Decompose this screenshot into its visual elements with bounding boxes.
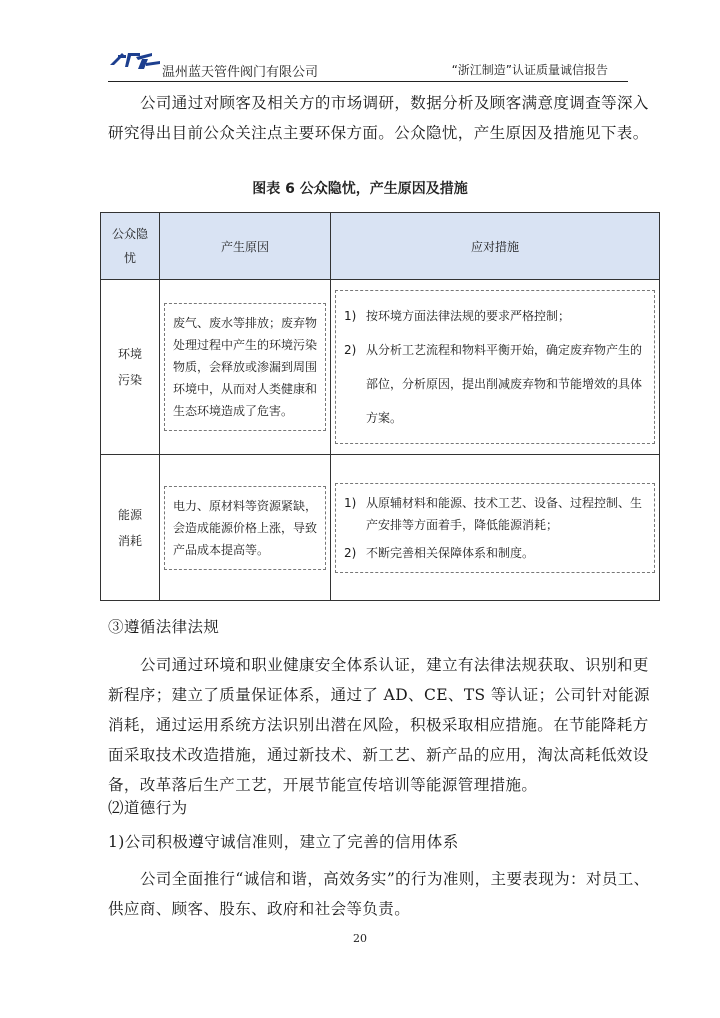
cause-text: 电力、原材料等资源紧缺，会造成能源价格上涨，导致产品成本提高等。 <box>164 486 326 570</box>
measure-item <box>344 542 648 564</box>
intro-paragraph: 公司通过对顾客及相关方的市场调研，数据分析及顾客满意度调查等深入研究得出目前公众关注点主要环保方面。公众隐忧，产生原因及措施见下表。 <box>108 94 649 142</box>
concern-label-line1: 能源 <box>117 507 142 522</box>
page-header <box>108 45 628 82</box>
section-law-body: 公司通过环境和职业健康安全体系认证，建立有法律法规获取、识别和更新程序；建立了质量保证体系，通过了 AD、CE、TS 等认证；公司针对能源消耗，通过运用系统方法识别出潜在风险，积极采取相应措施。在节能降耗方面采取技术改造措施，通过新技术、新工艺、新产品的应用，淘汰高耗低效设备，改革落后生产工艺，开展节能宣传培训等能源管理措施。 <box>108 656 650 794</box>
ethics-body: 公司全面推行“诚信和谐，高效务实”的行为准则，主要表现为：对员工、供应商、顾客、股东、政府和社会等负责。 <box>108 870 650 918</box>
concern-table <box>100 212 660 601</box>
table-row <box>101 280 660 455</box>
measure-number: 1) <box>344 495 357 510</box>
concern-label-line1: 环境 <box>117 347 142 361</box>
report-title: “浙江制造”认证质量诚信报告 <box>451 63 608 77</box>
section-ethics-title: ⑵道德行为 <box>108 799 188 817</box>
measure-number: 2) <box>344 545 357 560</box>
measure-text: 不断完善相关保障体系和制度。 <box>366 545 535 560</box>
company-name: 温州蓝天管件阀门有限公司 <box>162 65 319 80</box>
company-logo-icon <box>108 47 162 75</box>
concern-label-line2: 污染 <box>117 373 142 387</box>
header-concern-label: 公众隐忧 <box>112 227 149 265</box>
concern-label-line2: 消耗 <box>117 533 142 548</box>
measure-number: 1) <box>344 309 357 323</box>
ethics-subtitle: 1)公司积极遵守诚信准则，建立了完善的信用体系 <box>108 833 459 851</box>
cause-cell <box>160 280 331 455</box>
page-number: 20 <box>353 932 367 945</box>
header-measures: 应对措施 <box>331 213 660 280</box>
cause-cell <box>160 455 331 601</box>
measure-item <box>344 492 648 536</box>
table-row <box>101 455 660 601</box>
section-law-title: ③遵循法律法规 <box>108 618 220 636</box>
measure-text: 按环境方面法律法规的要求严格控制； <box>366 309 571 323</box>
measure-number: 2) <box>344 343 357 357</box>
measures-cell <box>331 280 660 455</box>
measure-text: 从原辅材料和能源、技术工艺、设备、过程控制、生产安排等方面着手，降低能源消耗； <box>366 495 643 532</box>
concern-cell <box>101 280 160 455</box>
concern-cell <box>101 455 160 601</box>
cause-text: 废气、废水等排放；废弃物处理过程中产生的环境污染物质，会释放或渗漏到周围环境中，从而对人类健康和生态环境造成了危害。 <box>164 303 326 431</box>
header-concern <box>101 213 160 280</box>
measure-text: 从分析工艺流程和物料平衡开始，确定废弃物产生的部位，分析原因，提出削减废弃物和节能增效的具体方案。 <box>366 343 643 425</box>
measure-item <box>344 299 648 333</box>
header-cause: 产生原因 <box>160 213 331 280</box>
table-header-row <box>101 213 660 280</box>
measure-item <box>344 333 648 435</box>
measures-cell <box>331 455 660 601</box>
table-caption: 图表 6 公众隐忧，产生原因及措施 <box>252 181 468 197</box>
